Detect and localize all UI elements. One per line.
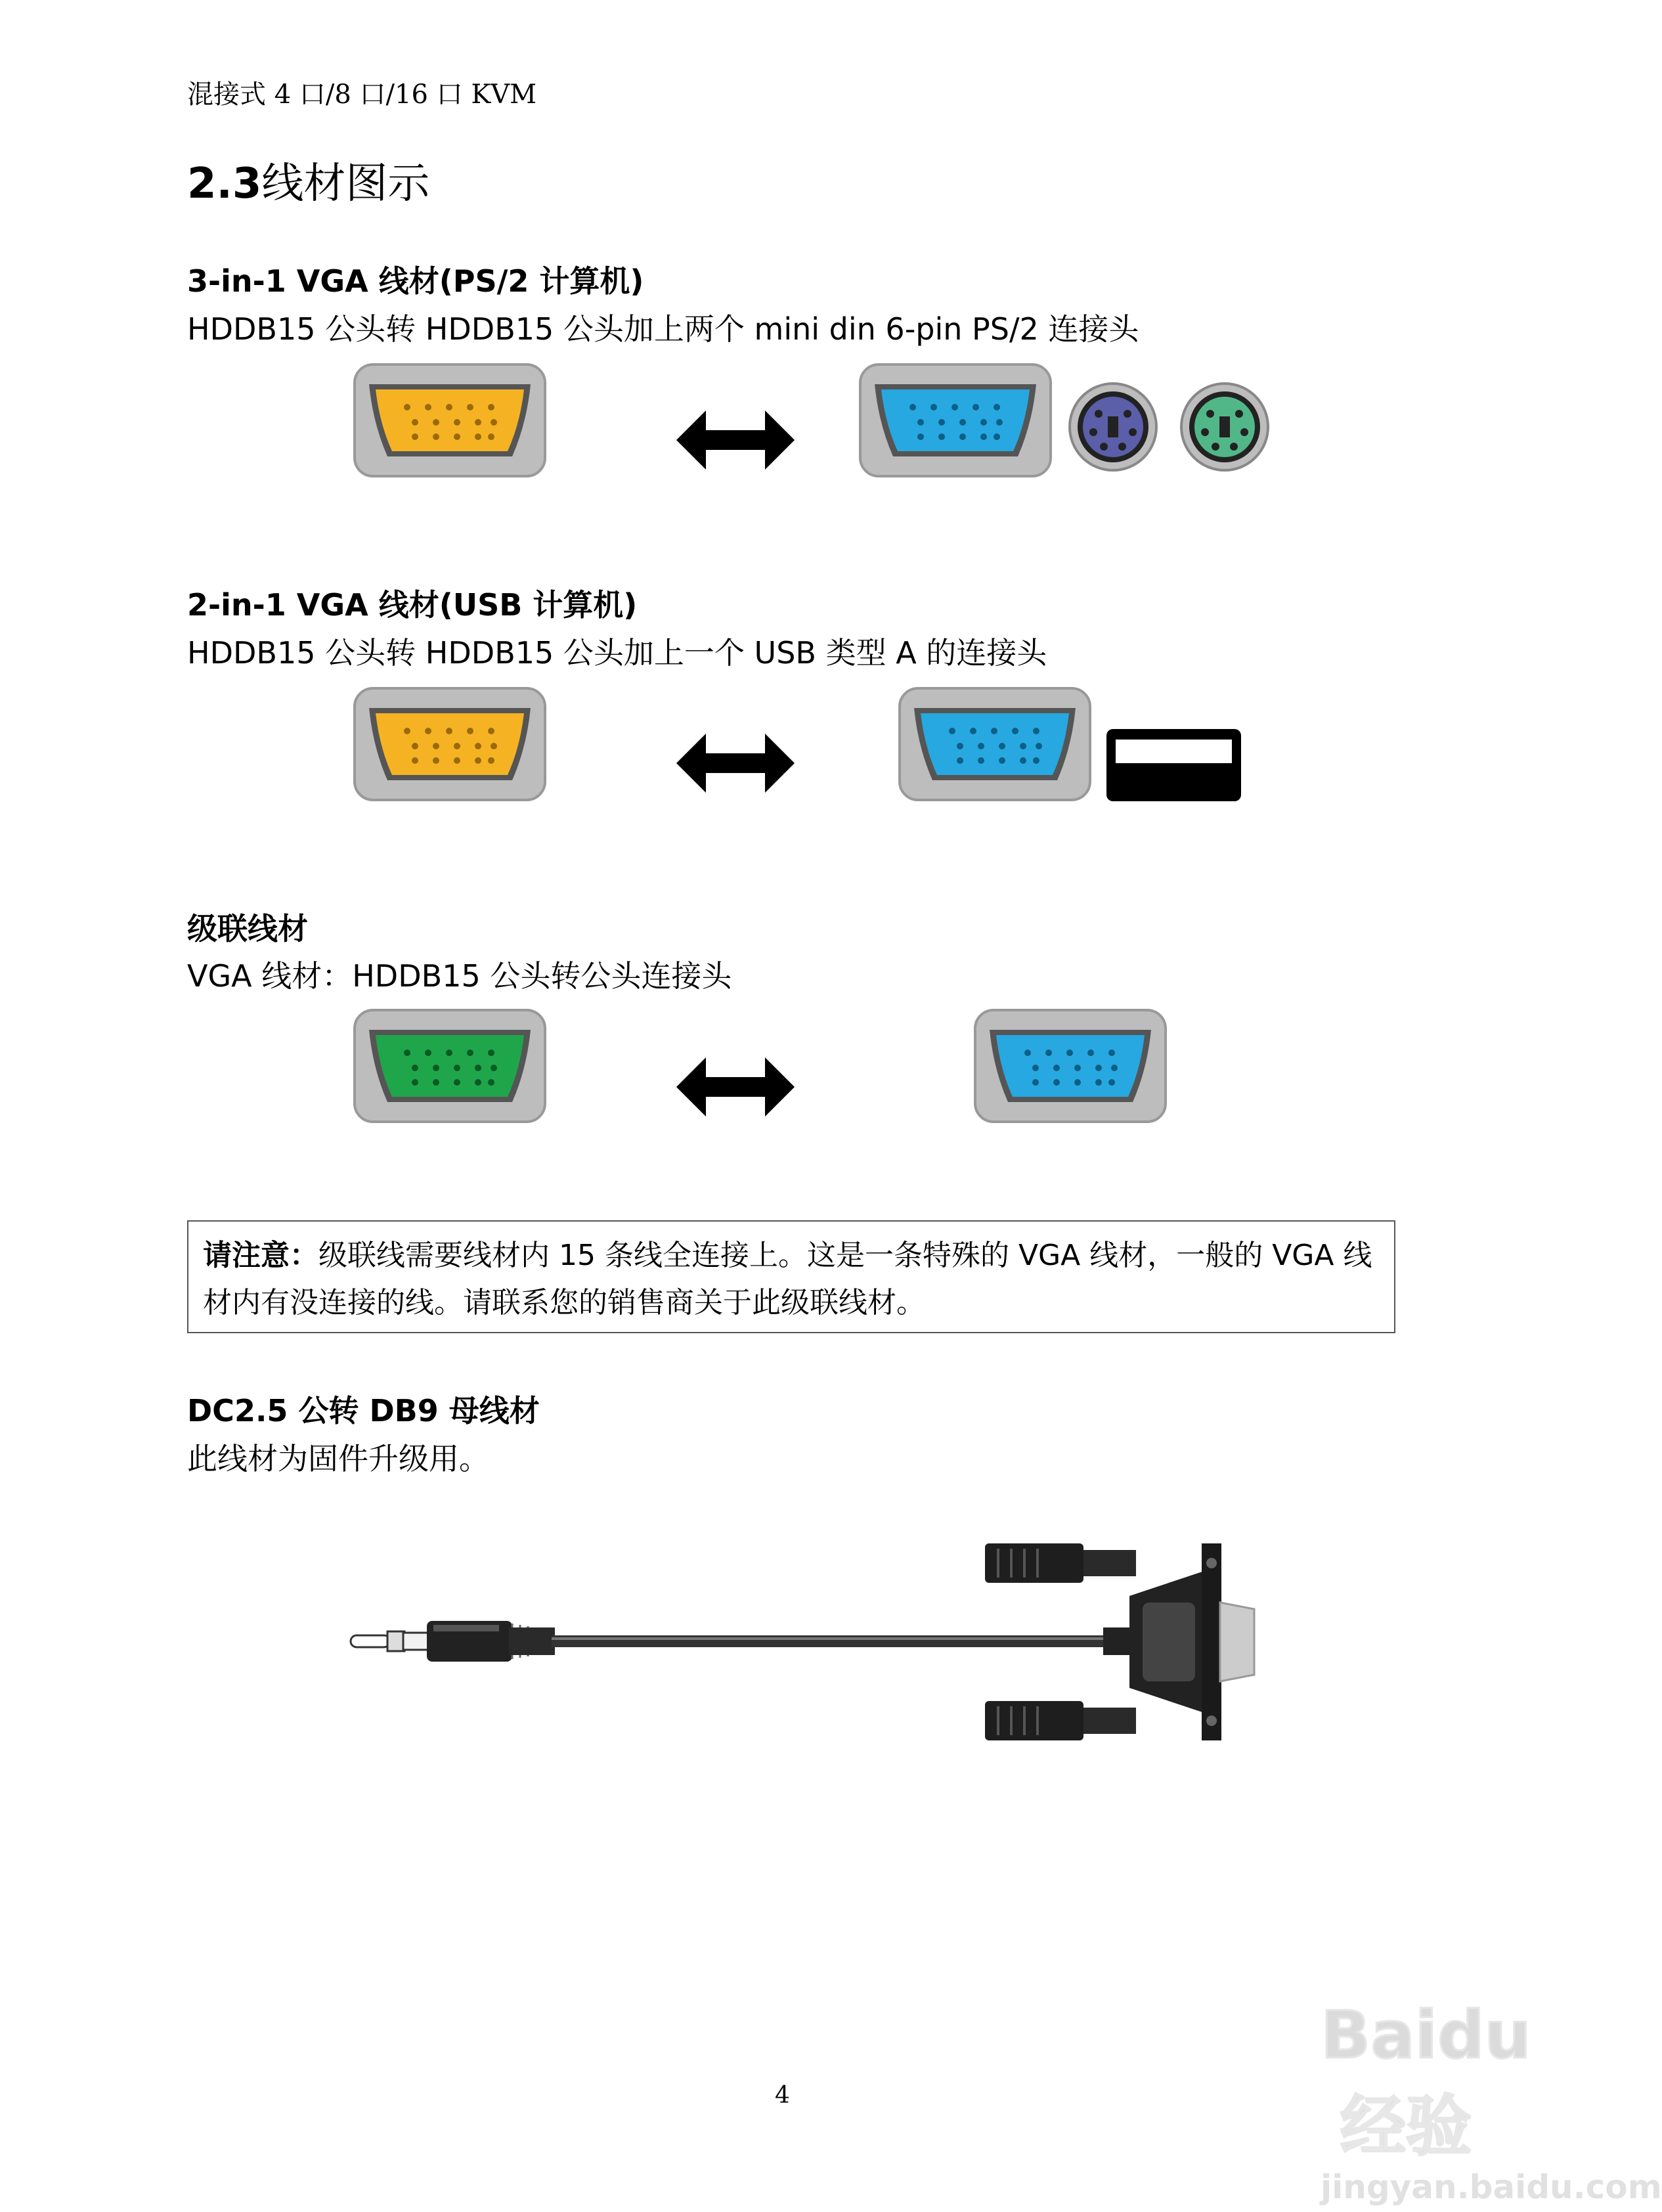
section-title [187, 150, 429, 210]
cable-title-4: DC2.5 公转 DB9 母线材 [187, 1393, 540, 1428]
vga-connector-icon [900, 688, 1090, 800]
note-box [187, 1220, 1395, 1333]
cable-desc-1: HDDB15 公头转 HDDB15 公头加上两个 mini din 6-pin PS/2 连接头 [187, 311, 1139, 347]
double-arrow-icon [676, 407, 795, 473]
vga-connector-icon [355, 365, 545, 476]
cable-desc-2: HDDB15 公头转 HDDB15 公头加上一个 USB 类型 A 的连接头 [187, 635, 1047, 671]
cable-desc-3: VGA 线材：HDDB15 公头转公头连接头 [187, 958, 732, 994]
usb-a-connector-icon [1106, 729, 1241, 801]
section-label: 线材图示 [261, 160, 430, 208]
double-arrow-icon [676, 1054, 795, 1120]
watermark-brand: Baidu经验 [1321, 1997, 1531, 2165]
cable-title-2: 2-in-1 VGA 线材(USB 计算机) [187, 587, 638, 623]
dc-db9-cable-icon [348, 1543, 1221, 1747]
page-header: 混接式 4 口/8 口/16 口 KVM [187, 79, 537, 110]
note-text: 级联线需要线材内 15 条线全连接上。这是一条特殊的 VGA 线材，一般的 VGA 线材内有没连接的线。请联系您的销售商关于此级联线材。 [203, 1239, 1372, 1319]
vga-connector-icon [860, 365, 1051, 476]
cable-title-1: 3-in-1 VGA 线材(PS/2 计算机) [187, 263, 644, 299]
cable-title-3: 级联线材 [187, 911, 308, 946]
cable-desc-4: 此线材为固件升级用。 [187, 1441, 489, 1476]
note-label: 请注意： [203, 1239, 318, 1272]
watermark-url: jingyan.baidu.com [1321, 2168, 1662, 2206]
page-number: 4 [775, 2082, 790, 2109]
vga-connector-icon [355, 1010, 545, 1122]
watermark [1321, 1997, 1662, 2206]
ps2-connector-icon [1067, 381, 1159, 473]
vga-connector-icon [355, 688, 545, 800]
double-arrow-icon [676, 730, 795, 796]
ps2-connector-icon [1179, 381, 1271, 473]
section-number: 2.3 [187, 160, 262, 208]
vga-connector-icon [975, 1010, 1166, 1122]
